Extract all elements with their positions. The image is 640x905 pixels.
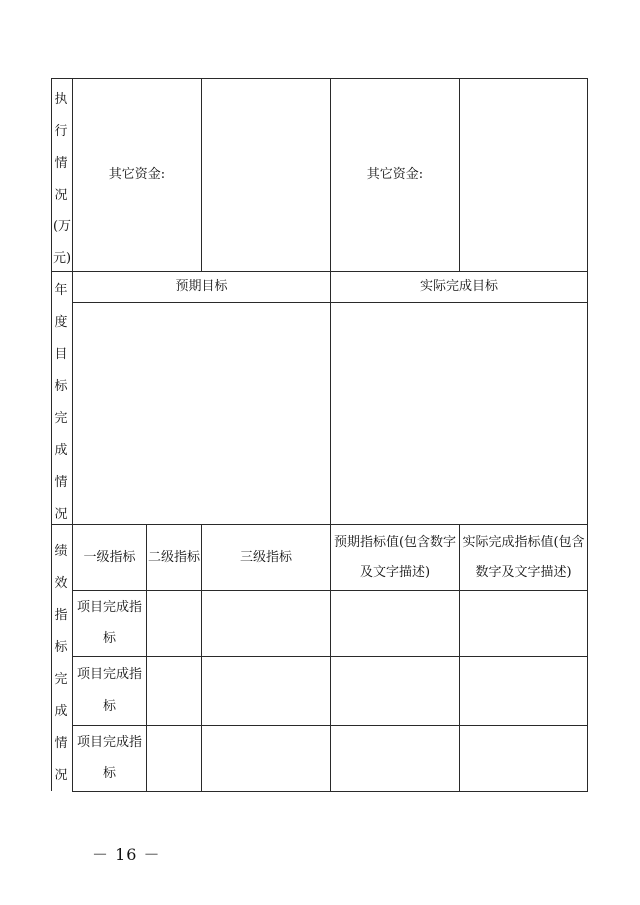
perf-label-char: 绩: [54, 544, 68, 559]
annual-label-char: 完: [54, 411, 68, 426]
exec-label-char: 执: [54, 92, 68, 107]
perf-label-char: 完: [54, 672, 68, 687]
actual-goal-header: 实际完成目标: [419, 279, 498, 294]
project-indicator-cell: 标: [102, 766, 116, 781]
actual-value-header: 实际完成指标值(包含: [462, 535, 585, 550]
annual-label-char: 成: [54, 443, 68, 458]
perf-label-char: 指: [54, 608, 68, 623]
actual-value-header: 数字及文字描述): [475, 565, 572, 580]
exec-label-char: 况: [54, 188, 68, 203]
annual-label-char: 年: [54, 283, 68, 298]
perf-label-char: 情: [54, 736, 68, 751]
project-indicator-cell: 项目完成指: [76, 600, 142, 615]
exec-label-char: (万: [52, 219, 72, 234]
annual-label-char: 况: [54, 507, 68, 522]
annual-label-char: 标: [54, 379, 68, 394]
perf-label-char: 效: [54, 576, 68, 591]
perf-label-char: 况: [54, 768, 68, 783]
expected-goal-header: 预期目标: [175, 279, 228, 294]
exec-label-char: 元): [52, 251, 72, 266]
expected-value-header: 及文字描述): [359, 565, 431, 580]
page-number: － 16 －: [92, 845, 161, 864]
perf-label-char: 标: [54, 640, 68, 655]
annual-label-char: 目: [54, 347, 68, 362]
other-funds-left: 其它资金:: [108, 167, 166, 182]
annual-label-char: 度: [54, 315, 68, 330]
level3-header: 三级指标: [239, 550, 292, 565]
other-funds-right: 其它资金:: [366, 167, 424, 182]
project-indicator-cell: 标: [102, 631, 116, 646]
annual-label-char: 情: [54, 475, 68, 490]
expected-value-header: 预期指标值(包含数字: [333, 535, 457, 550]
exec-label-char: 情: [54, 156, 68, 171]
level2-header: 二级指标: [147, 550, 200, 565]
exec-label-char: 行: [54, 124, 68, 139]
project-indicator-cell: 标: [102, 699, 116, 714]
level1-header: 一级指标: [83, 550, 136, 565]
project-indicator-cell: 项目完成指: [76, 735, 142, 750]
project-indicator-cell: 项目完成指: [76, 667, 142, 682]
perf-label-char: 成: [54, 704, 68, 719]
